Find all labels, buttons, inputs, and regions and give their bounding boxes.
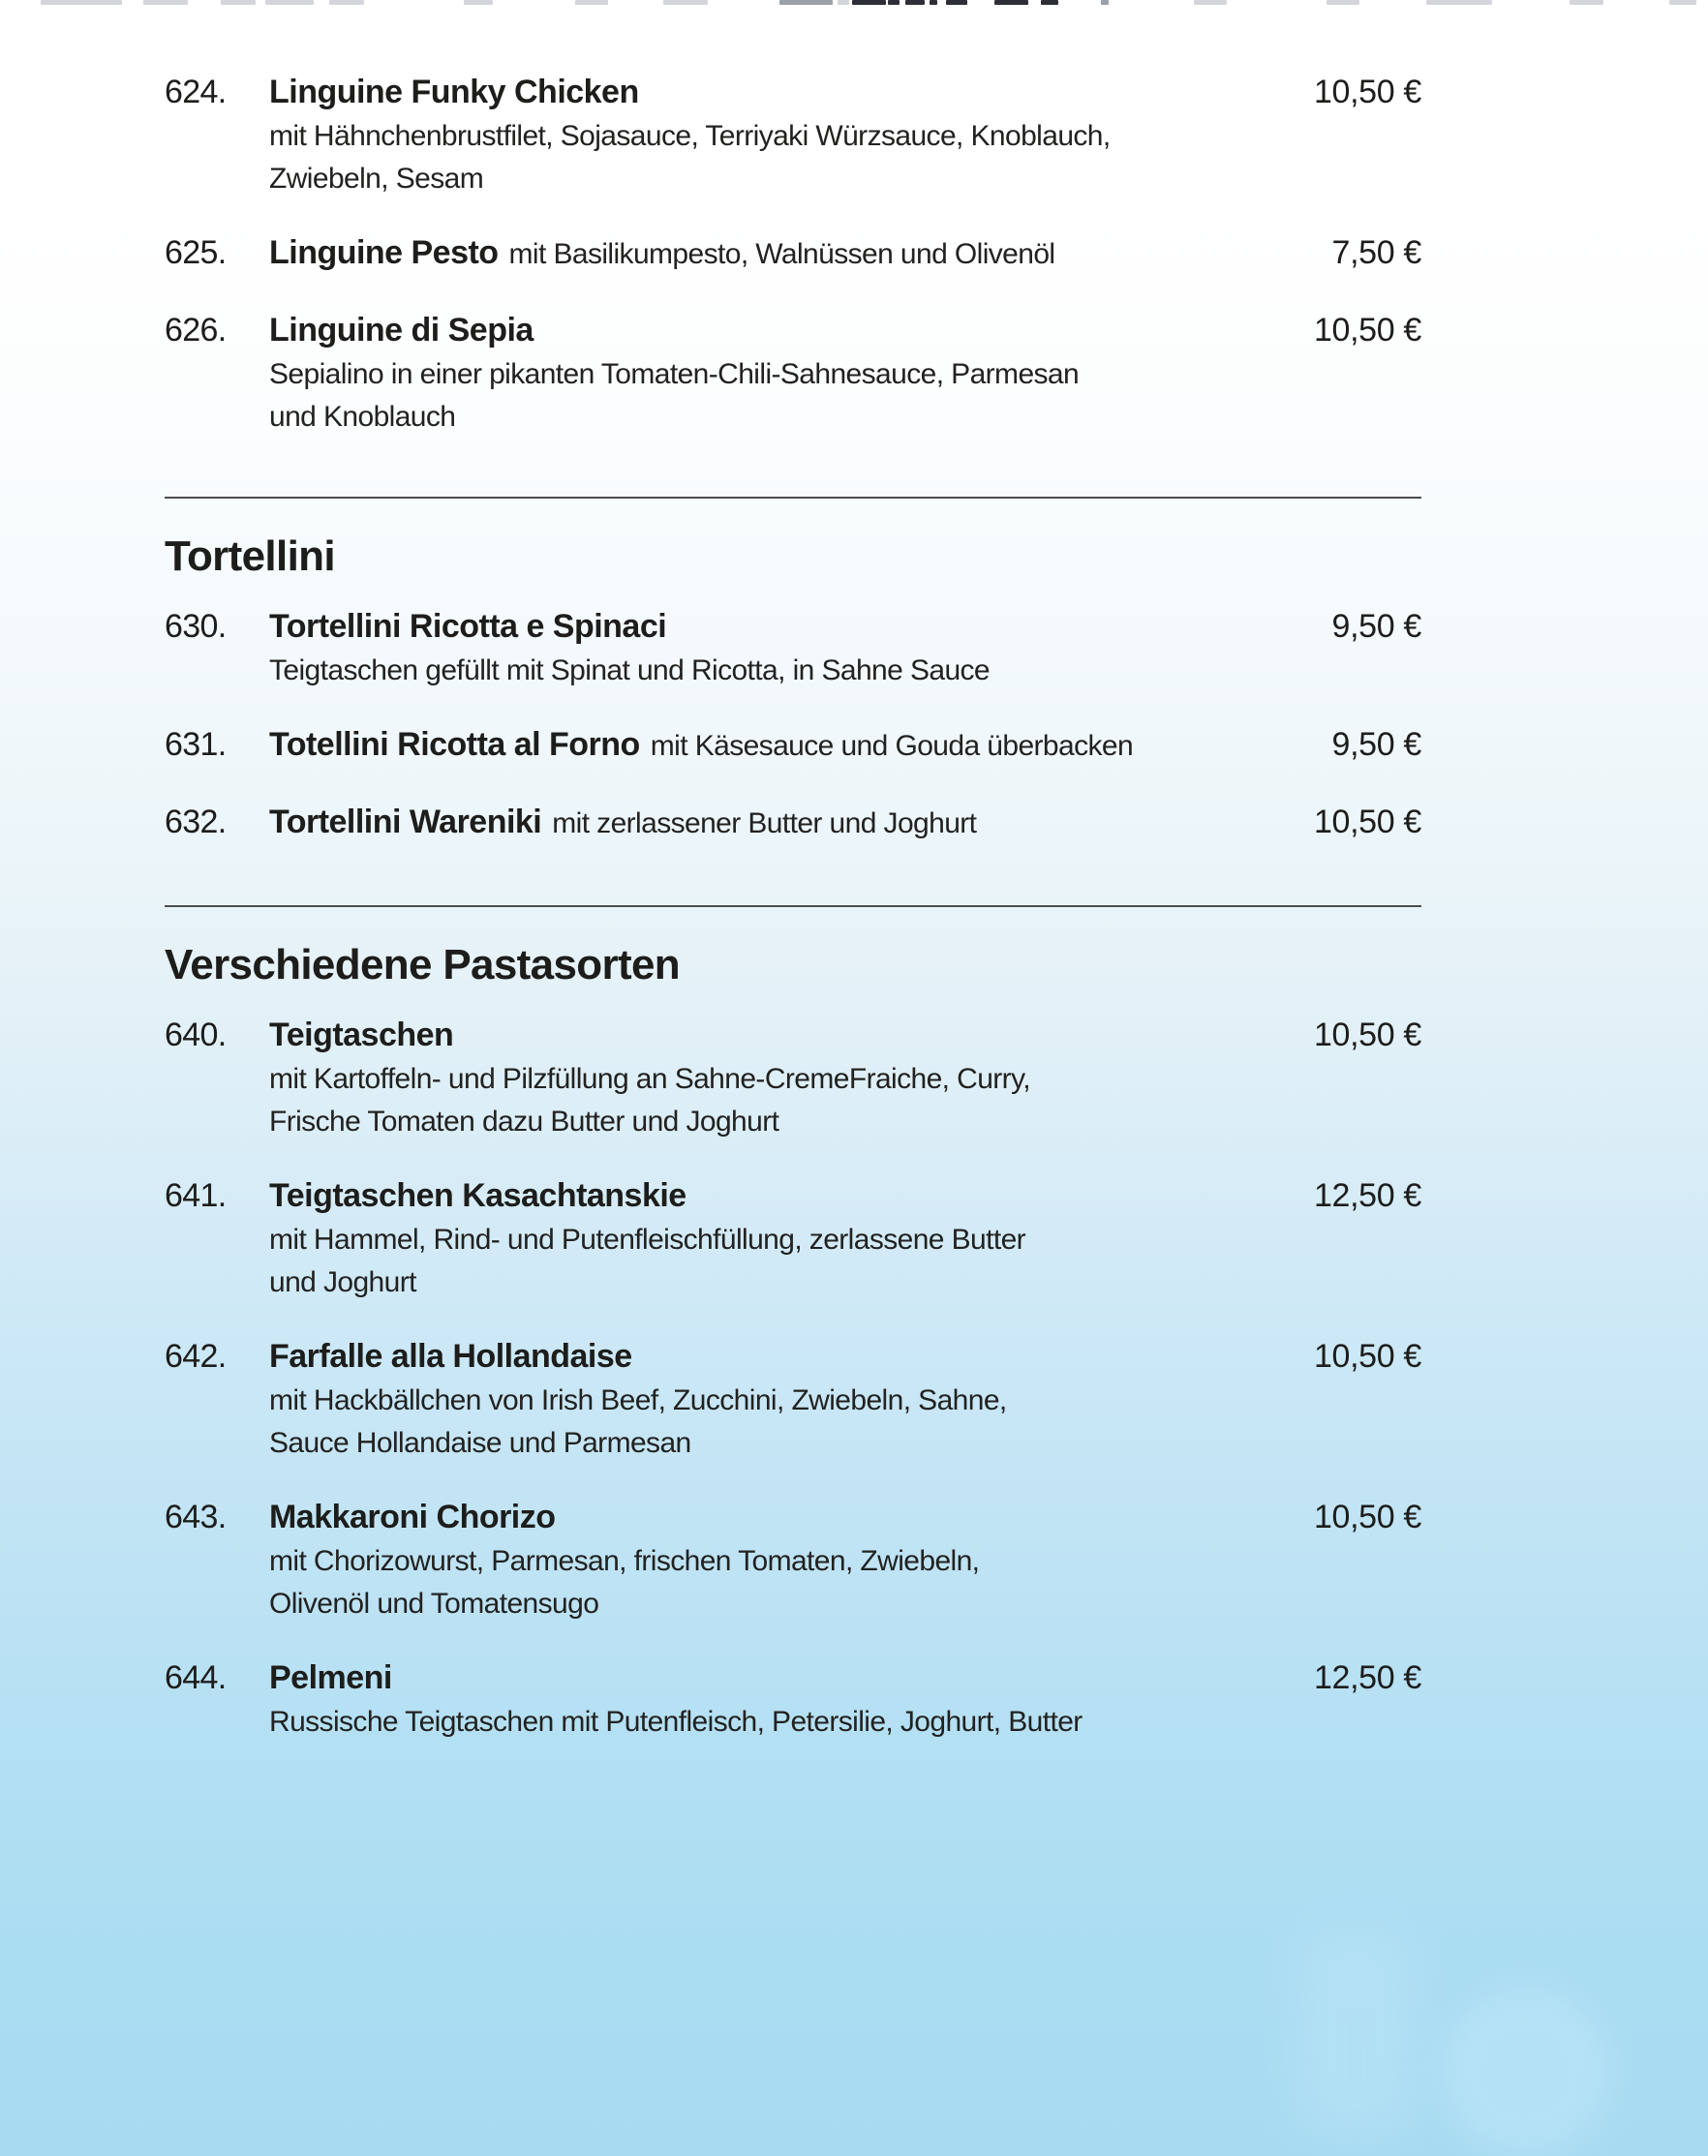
menu-item-title: Linguine Funky Chicken — [269, 74, 639, 110]
menu-item-title-line — [269, 1494, 1199, 1540]
menu-item — [165, 799, 1421, 847]
cut-off-text-fragment — [464, 0, 493, 5]
menu-item-title: Tortellini Wareniki — [269, 804, 542, 840]
menu-item-price: 10,50 € — [1313, 1499, 1421, 1535]
section-divider — [165, 497, 1421, 499]
menu-item-content — [269, 1494, 1199, 1625]
menu-item-title: Linguine Pesto — [269, 234, 499, 271]
menu-item-description-line: Zwiebeln, Sesam — [269, 163, 484, 195]
menu-item-description-line: mit Hähnchenbrustfilet, Sojasauce, Terriyaki Würzsauce, Knoblauch, — [269, 120, 1111, 152]
menu-item-content — [269, 229, 1199, 278]
menu-item-title-line — [269, 1655, 1199, 1701]
menu-item-content — [269, 1655, 1199, 1744]
menu-item — [165, 69, 1421, 200]
menu-item-title-line — [269, 307, 1199, 353]
menu-item-title-line — [269, 69, 1199, 115]
menu-item-description-line: Sauce Hollandaise und Parmesan — [269, 1427, 691, 1459]
cut-off-text-fragment — [1426, 0, 1492, 5]
menu-item-content — [269, 1333, 1199, 1465]
menu-item-title: Teigtaschen — [269, 1017, 454, 1053]
menu-item-number: 631. — [165, 726, 227, 763]
menu-item-description-line: Teigtaschen gefüllt mit Spinat und Ricotta, in Sahne Sauce — [269, 654, 991, 686]
menu-item-price: 10,50 € — [1313, 804, 1421, 840]
menu-item-title: Teigtaschen Kasachtanskie — [269, 1177, 686, 1214]
cut-off-text-fragment — [1101, 0, 1109, 5]
menu-item-number: 643. — [165, 1499, 227, 1535]
menu-item — [165, 229, 1421, 278]
menu-item-title-line — [269, 799, 1199, 847]
cut-off-text-fragment — [575, 0, 608, 5]
menu-item-description-line: mit Hammel, Rind- und Putenfleischfüllung, zerlassene Butter — [269, 1224, 1026, 1256]
menu-item-price: 9,50 € — [1331, 726, 1421, 763]
menu-item-content — [269, 69, 1199, 200]
cut-off-text-fragment — [888, 0, 900, 5]
menu-item-content — [269, 1012, 1199, 1143]
cut-off-text-fragment — [1570, 0, 1603, 5]
menu-item-description-line: mit Kartoffeln- und Pilzfüllung an Sahne-CremeFraiche, Curry, — [269, 1063, 1030, 1095]
menu-item-number: 624. — [165, 74, 227, 110]
menu-item — [165, 721, 1421, 770]
cut-off-text-fragment — [265, 0, 314, 5]
menu-item — [165, 603, 1421, 692]
cut-off-text-fragment — [994, 0, 1028, 5]
section-heading: Verschiedene Pastasorten — [165, 941, 680, 988]
menu-item-title-line — [269, 229, 1199, 278]
menu-item — [165, 1655, 1421, 1744]
menu-item-title: Makkaroni Chorizo — [269, 1499, 556, 1535]
cut-off-text-fragment — [1327, 0, 1359, 5]
menu-item-content — [269, 721, 1199, 770]
menu-item-price: 9,50 € — [1331, 608, 1421, 645]
menu-item-description-line: und Joghurt — [269, 1266, 416, 1298]
menu-item-number: 644. — [165, 1659, 227, 1696]
cut-off-text-fragment — [905, 0, 925, 5]
menu-item-description-line: Frische Tomaten dazu Butter und Joghurt — [269, 1106, 779, 1138]
menu-item-number: 626. — [165, 312, 227, 349]
menu-item-inline-description: mit Käsesauce und Gouda überbacken — [650, 730, 1134, 762]
menu-item-number: 641. — [165, 1177, 227, 1214]
menu-item-title-line — [269, 721, 1199, 770]
menu-item-inline-description: mit Basilikumpesto, Walnüssen und Olivenöl — [508, 238, 1055, 270]
menu-item-description-line: Sepialino in einer pikanten Tomaten-Chili-Sahnesauce, Parmesan — [269, 358, 1080, 390]
menu-item — [165, 307, 1421, 439]
cut-off-text-fragment — [852, 0, 886, 5]
menu-item-content — [269, 603, 1199, 692]
menu-item-description-line: Russische Teigtaschen mit Putenfleisch, Petersilie, Joghurt, Butter — [269, 1706, 1083, 1738]
menu-item-description-line: mit Hackbällchen von Irish Beef, Zucchini, Zwiebeln, Sahne, — [269, 1384, 1007, 1416]
section-heading: Tortellini — [165, 532, 335, 580]
menu-item-title-line — [269, 1012, 1199, 1058]
menu-item — [165, 1494, 1421, 1625]
menu-item-content — [269, 307, 1199, 439]
section-divider — [165, 905, 1421, 907]
cut-off-text-fragment — [143, 0, 188, 5]
menu-item-number: 625. — [165, 234, 227, 271]
menu-item-title: Tortellini Ricotta e Spinaci — [269, 608, 667, 645]
menu-item-price: 10,50 € — [1313, 1338, 1421, 1375]
menu-item-description-line: Olivenöl und Tomatensugo — [269, 1588, 599, 1620]
menu-item-title-line — [269, 1172, 1199, 1219]
cut-off-text-fragment — [663, 0, 708, 5]
menu-item-number: 632. — [165, 804, 227, 840]
menu-item-number: 642. — [165, 1338, 227, 1375]
menu-item — [165, 1012, 1421, 1143]
menu-item-title: Totellini Ricotta al Forno — [269, 726, 640, 763]
menu-item-title-line — [269, 603, 1199, 650]
menu-item-title: Pelmeni — [269, 1659, 392, 1696]
menu-item-price: 10,50 € — [1313, 1017, 1421, 1053]
cut-off-text-fragment — [1041, 0, 1058, 5]
cut-off-text-fragment — [329, 0, 364, 5]
cut-off-text-fragment — [930, 0, 937, 5]
menu-item-description-line: mit Chorizowurst, Parmesan, frischen Tomaten, Zwiebeln, — [269, 1545, 980, 1577]
cut-off-text-fragment — [946, 0, 967, 5]
menu-item-description-line: und Knoblauch — [269, 401, 456, 433]
menu-item-title-line — [269, 1333, 1199, 1380]
menu-item-title: Linguine di Sepia — [269, 312, 534, 349]
cut-off-text-fragment — [41, 0, 122, 5]
menu-item-number: 640. — [165, 1017, 227, 1053]
menu-item-price: 12,50 € — [1313, 1659, 1421, 1696]
cut-off-text-fragment — [838, 0, 849, 5]
menu-item-number: 630. — [165, 608, 227, 645]
menu-item-price: 10,50 € — [1313, 312, 1421, 349]
cut-off-text-remnant — [0, 0, 1708, 8]
cut-off-text-fragment — [779, 0, 833, 5]
menu — [165, 69, 1421, 1773]
menu-item-inline-description: mit zerlassener Butter und Joghurt — [552, 807, 977, 839]
cut-off-text-fragment — [221, 0, 256, 5]
watermark-glass-stem — [1297, 1927, 1414, 2135]
menu-item-content — [269, 799, 1199, 847]
menu-item-content — [269, 1172, 1199, 1304]
menu-item — [165, 1333, 1421, 1465]
menu-item-price: 7,50 € — [1331, 234, 1421, 271]
cut-off-text-fragment — [1669, 0, 1696, 5]
menu-item-title: Farfalle alla Hollandaise — [269, 1338, 632, 1375]
cut-off-text-fragment — [1194, 0, 1227, 5]
menu-item-price: 12,50 € — [1313, 1177, 1421, 1214]
watermark-glass-bowl — [1441, 1987, 1610, 2156]
menu-item — [165, 1172, 1421, 1304]
menu-item-price: 10,50 € — [1313, 74, 1421, 110]
